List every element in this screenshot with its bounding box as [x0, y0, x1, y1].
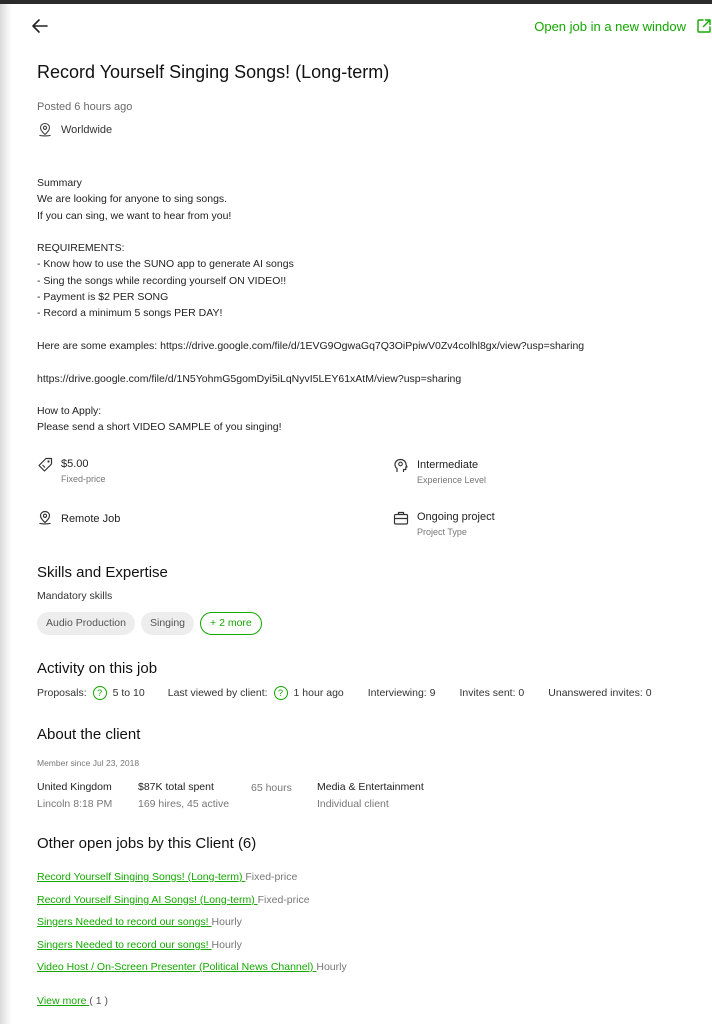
- description-line: - Record a minimum 5 songs PER DAY!: [37, 307, 223, 320]
- last-viewed-label: Last viewed by client:: [167, 687, 268, 699]
- price-type: Fixed-price: [61, 474, 106, 484]
- experience-feature: [393, 459, 486, 485]
- view-more-link[interactable]: View more: [37, 995, 90, 1007]
- invites-sent-count: Invites sent: 0: [459, 687, 525, 699]
- job-link[interactable]: Singers Needed to record our songs!: [37, 938, 212, 951]
- list-item: [37, 894, 347, 917]
- description-line: Summary: [37, 177, 82, 189]
- skill-chip[interactable]: Singing: [141, 612, 194, 635]
- activity-stats: [37, 686, 652, 700]
- more-skills-button[interactable]: + 2 more: [200, 612, 262, 635]
- client-location: [37, 781, 112, 810]
- client-city-time: Lincoln 8:18 PM: [37, 798, 113, 810]
- client-hours: [251, 782, 292, 794]
- job-link[interactable]: Record Yourself Singing Songs! (Long-term): [37, 871, 246, 883]
- brain-head-icon: [393, 458, 409, 474]
- left-edge-shadow: [0, 4, 12, 1024]
- price-value: $5.00: [61, 458, 89, 470]
- job-location: [37, 122, 112, 138]
- remote-label: Remote Job: [61, 513, 121, 525]
- description-line: How to Apply:: [37, 405, 102, 418]
- skills-heading: Skills and Expertise: [37, 564, 168, 581]
- skill-chip[interactable]: Audio Production: [37, 612, 135, 635]
- description-line: - Sing the songs while recording yourself ON VIDEO!!: [37, 274, 287, 287]
- experience-label: Experience Level: [417, 475, 487, 485]
- client-heading: About the client: [37, 726, 141, 743]
- back-button[interactable]: [30, 16, 50, 36]
- job-type: Fixed-price: [245, 871, 298, 883]
- project-value: Ongoing project: [417, 511, 495, 523]
- project-label: Project Type: [417, 527, 467, 537]
- question-help-icon[interactable]: ?: [274, 686, 288, 700]
- window-top-bar: [0, 0, 712, 4]
- unanswered-invites-count: Unanswered invites: 0: [548, 687, 652, 699]
- job-title: Record Yourself Singing Songs! (Long-term): [37, 62, 390, 82]
- description-line: REQUIREMENTS:: [37, 242, 125, 255]
- experience-value: Intermediate: [417, 459, 479, 471]
- description-line: - Know how to use the SUNO app to generate AI songs: [37, 258, 294, 271]
- briefcase-icon: [393, 510, 409, 526]
- location-pin-icon: [37, 510, 53, 526]
- job-type: Hourly: [211, 938, 242, 951]
- proposals-value: 5 to 10: [112, 687, 145, 699]
- location-pin-icon: [37, 122, 53, 138]
- proposals-label: Proposals:: [37, 687, 87, 699]
- client-industry: [317, 781, 424, 810]
- description-line: [37, 354, 677, 370]
- description-line: [37, 387, 677, 403]
- price-tag-icon: [37, 457, 53, 473]
- job-type: Fixed-price: [257, 893, 310, 906]
- client-type: Individual client: [317, 798, 389, 810]
- description-line: [37, 224, 677, 240]
- client-hires: 169 hires, 45 active: [138, 798, 230, 810]
- arrow-left-icon: [30, 16, 50, 36]
- job-link[interactable]: Singers Needed to record our songs!: [37, 916, 212, 928]
- project-type-feature: [393, 511, 495, 537]
- external-link-icon: [696, 18, 712, 34]
- view-more-count: ( 1 ): [89, 995, 108, 1007]
- member-since: Member since Jul 23, 2018: [37, 758, 140, 768]
- job-type: Hourly: [316, 961, 347, 973]
- client-total-spent: $87K total spent: [138, 781, 214, 793]
- description-line: If you can sing, we want to hear from you!: [37, 209, 232, 222]
- price-feature: [37, 458, 106, 484]
- job-description: [37, 175, 677, 436]
- open-new-window-label: Open job in a new window: [534, 18, 686, 34]
- job-link[interactable]: Record Yourself Singing AI Songs! (Long-term): [37, 893, 258, 906]
- job-type: Hourly: [211, 916, 242, 928]
- location-label: Worldwide: [61, 124, 113, 136]
- list-item: [37, 916, 347, 939]
- client-hours-value: 65 hours: [251, 782, 292, 794]
- other-jobs-list: [37, 871, 347, 984]
- description-line: Here are some examples: https://drive.google.com/file/d/1EVG9OgwaGq7Q3OiPpiwV0Zv4colhl8gx/view?usp=sharing: [37, 339, 585, 352]
- job-link[interactable]: Video Host / On-Screen Presenter (Political News Channel): [37, 961, 317, 973]
- description-line: Please send a short VIDEO SAMPLE of you singing!: [37, 421, 282, 434]
- description-line: We are looking for anyone to sing songs.: [37, 193, 228, 206]
- view-more: [37, 995, 108, 1007]
- list-item: [37, 871, 347, 894]
- list-item: [37, 939, 347, 962]
- skill-chips: [37, 612, 262, 635]
- open-job-new-window-link[interactable]: [532, 16, 712, 36]
- interviewing-count: Interviewing: 9: [367, 687, 436, 699]
- last-viewed-value: 1 hour ago: [293, 687, 344, 699]
- client-spending: [138, 781, 229, 810]
- posted-time: Posted 6 hours ago: [37, 101, 133, 113]
- mandatory-skills-label: Mandatory skills: [37, 590, 113, 602]
- description-line: https://drive.google.com/file/d/1N5YohmG5gomDyi5iLqNyvI5LEY61xAtM/view?usp=sharing: [37, 372, 462, 385]
- description-line: - Payment is $2 PER SONG: [37, 291, 169, 304]
- remote-feature: [37, 511, 120, 526]
- list-item: [37, 961, 347, 984]
- client-country: United Kingdom: [37, 781, 112, 793]
- description-line: [37, 322, 677, 338]
- question-help-icon[interactable]: ?: [93, 686, 107, 700]
- other-jobs-heading: Other open jobs by this Client (6): [37, 835, 257, 852]
- client-industry-value: Media & Entertainment: [317, 781, 424, 793]
- activity-heading: Activity on this job: [37, 660, 158, 677]
